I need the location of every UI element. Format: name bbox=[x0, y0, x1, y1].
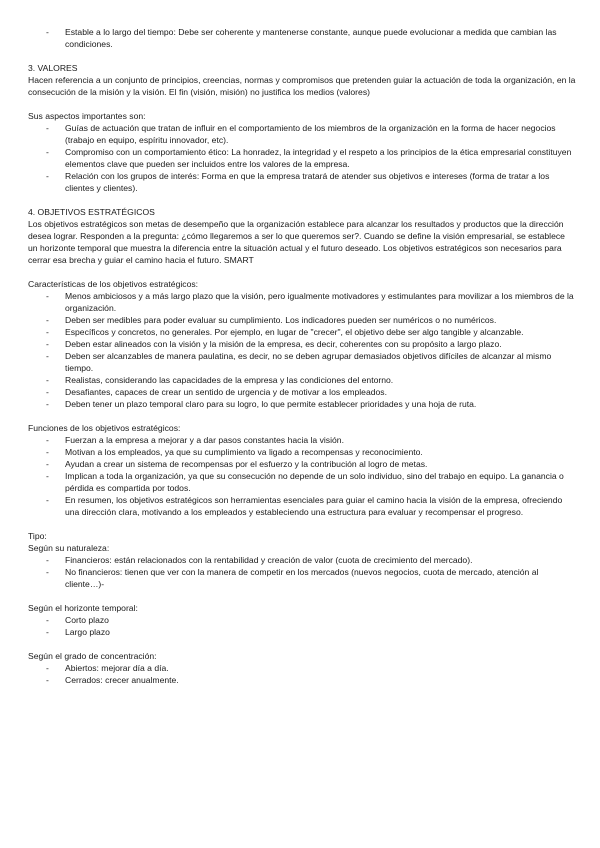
list-item-text: Menos ambiciosos y a más largo plazo que la visión, pero igualmente motivadores y estimulantes para movilizar a los miembros de la organización. bbox=[65, 291, 574, 313]
bullet-dash: - bbox=[46, 123, 49, 133]
list-item bbox=[28, 566, 576, 590]
list-item bbox=[28, 26, 576, 50]
list-item bbox=[28, 494, 576, 518]
list-item-text: Relación con los grupos de interés: Forma en que la empresa tratará de atender sus objetivos e intereses (forma de tratar a los clientes y clientes). bbox=[65, 171, 550, 193]
list-item-text: Cerrados: crecer anualmente. bbox=[65, 675, 179, 685]
list-item bbox=[28, 446, 576, 458]
caracteristicas-heading: Características de los objetivos estratégicos: bbox=[28, 279, 199, 289]
list-item-text: Deben estar alineados con la visión y la misión de la empresa, es decir, coherentes con su propósito a largo plazo. bbox=[65, 339, 502, 349]
list-item-text: En resumen, los objetivos estratégicos son herramientas esenciales para guiar el camino hacia la visión de la empresa, ofreciendo una dirección clara, motivando a los empleados y estableciendo una estructura para evaluar y recompensar el progreso. bbox=[65, 495, 563, 517]
objetivos-heading: 4. OBJETIVOS ESTRATÉGICOS bbox=[28, 207, 155, 217]
list-item-text: Fuerzan a la empresa a mejorar y a dar pasos constantes hacia la visión. bbox=[65, 435, 344, 445]
bullet-dash: - bbox=[46, 627, 49, 637]
bullet-dash: - bbox=[46, 339, 49, 349]
list-item bbox=[28, 662, 576, 674]
list-item bbox=[28, 626, 576, 638]
tipo-heading: Tipo: bbox=[28, 531, 47, 541]
list-item bbox=[28, 398, 576, 410]
list-item-text: Implican a toda la organización, ya que su consecución no depende de un solo individuo, sino del trabajo en equipo. La ganancia o pérdida es compartida por todos. bbox=[65, 471, 564, 493]
list-item-text: Deben tener un plazo temporal claro para su logro, lo que permite establecer prioridades y una hoja de ruta. bbox=[65, 399, 477, 409]
list-item-text: Abiertos: mejorar día a día. bbox=[65, 663, 169, 673]
list-item bbox=[28, 674, 576, 686]
list-item bbox=[28, 338, 576, 350]
valores-aspects-intro: Sus aspectos importantes son: bbox=[28, 111, 146, 121]
list-item-text: Corto plazo bbox=[65, 615, 109, 625]
list-item-text: Compromiso con un comportamiento ético: La honradez, la integridad y el respeto a los principios de la ética empresarial constituyen elementos clave que pueden ser incluidos entre los valores de la empresa. bbox=[65, 147, 572, 169]
bullet-dash: - bbox=[46, 327, 49, 337]
bullet-dash: - bbox=[46, 147, 49, 157]
bullet-dash: - bbox=[46, 663, 49, 673]
list-item bbox=[28, 458, 576, 470]
list-item bbox=[28, 470, 576, 494]
list-item bbox=[28, 554, 576, 566]
naturaleza-list bbox=[28, 554, 576, 590]
list-item-text: Ayudan a crear un sistema de recompensas por el esfuerzo y la contribución al logro de metas. bbox=[65, 459, 428, 469]
list-item-text: Realistas, considerando las capacidades de la empresa y las condiciones del entorno. bbox=[65, 375, 394, 385]
list-item bbox=[28, 122, 576, 146]
bullet-dash: - bbox=[46, 291, 49, 301]
caracteristicas-list bbox=[28, 290, 576, 410]
list-item-text: No financieros: tienen que ver con la manera de competir en los mercados (nuevos negocios, cuota de mercado, atención al cliente…)- bbox=[65, 567, 539, 589]
bullet-dash: - bbox=[46, 495, 49, 505]
naturaleza-heading: Según su naturaleza: bbox=[28, 543, 110, 553]
list-item-text: Específicos y concretos, no generales. Por ejemplo, en lugar de "crecer", el objetivo debe ser algo tangible y alcanzable. bbox=[65, 327, 524, 337]
list-item-text: Deben ser medibles para poder evaluar su cumplimiento. Los indicadores pueden ser numéricos o no numéricos. bbox=[65, 315, 497, 325]
list-item-text: Estable a lo largo del tiempo: Debe ser coherente y mantenerse constante, aunque puede evolucionar a medida que cambian las condiciones. bbox=[65, 27, 557, 49]
funciones-list bbox=[28, 434, 576, 518]
list-item-text: Guías de actuación que tratan de influir en el comportamiento de los miembros de la organización en la forma de hacer negocios (trabajo en equipo, espíritu innovador, etc). bbox=[65, 123, 556, 145]
bullet-dash: - bbox=[46, 27, 49, 37]
list-item bbox=[28, 374, 576, 386]
horizonte-heading: Según el horizonte temporal: bbox=[28, 603, 138, 613]
bullet-dash: - bbox=[46, 447, 49, 457]
list-item bbox=[28, 314, 576, 326]
funciones-heading: Funciones de los objetivos estratégicos: bbox=[28, 423, 181, 433]
valores-aspects-list bbox=[28, 122, 576, 194]
bullet-dash: - bbox=[46, 375, 49, 385]
list-item bbox=[28, 386, 576, 398]
list-item bbox=[28, 326, 576, 338]
bullet-dash: - bbox=[46, 315, 49, 325]
list-item-text: Motivan a los empleados, ya que su cumplimiento va ligado a recompensas y reconocimiento. bbox=[65, 447, 423, 457]
list-item-text: Deben ser alcanzables de manera paulatina, es decir, no se deben agrupar demasiados objetivos difíciles de alcanzar al mismo tiempo. bbox=[65, 351, 552, 373]
list-item-text: Financieros: están relacionados con la rentabilidad y creación de valor (cuota de crecimiento del mercado). bbox=[65, 555, 473, 565]
bullet-dash: - bbox=[46, 399, 49, 409]
list-item bbox=[28, 290, 576, 314]
horizonte-list bbox=[28, 614, 576, 638]
list-item bbox=[28, 146, 576, 170]
bullet-dash: - bbox=[46, 435, 49, 445]
bullet-dash: - bbox=[46, 387, 49, 397]
document-content bbox=[28, 26, 576, 686]
list-item bbox=[28, 170, 576, 194]
valores-heading: 3. VALORES bbox=[28, 63, 78, 73]
bullet-dash: - bbox=[46, 567, 49, 577]
list-item-text: Largo plazo bbox=[65, 627, 110, 637]
bullet-dash: - bbox=[46, 615, 49, 625]
list-item bbox=[28, 614, 576, 626]
list-item bbox=[28, 350, 576, 374]
concentracion-list bbox=[28, 662, 576, 686]
bullet-dash: - bbox=[46, 351, 49, 361]
bullet-dash: - bbox=[46, 675, 49, 685]
bullet-dash: - bbox=[46, 171, 49, 181]
list-item bbox=[28, 434, 576, 446]
valores-paragraph: Hacen referencia a un conjunto de principios, creencias, normas y compromisos que pretenden guiar la actuación de toda la organización, en la consecución de la misión y la visión. El fin (visión, misión) no justifica los medios (valores) bbox=[28, 75, 576, 97]
concentracion-heading: Según el grado de concentración: bbox=[28, 651, 157, 661]
objetivos-paragraph: Los objetivos estratégicos son metas de desempeño que la organización establece para alcanzar los resultados y productos que la dirección desea lograr. Responden a la pregunta: ¿cómo llegaremos a ser lo que queremos ser?. Cuando se define la visión empresarial, se establece un horizonte temporal que muestra la diferencia entre la situación actual y el futuro deseado. Los objetivos estratégicos son necesarios para cerrar esa brecha y guiar el camino hacia el futuro. SMART bbox=[28, 219, 565, 265]
bullet-dash: - bbox=[46, 459, 49, 469]
bullet-dash: - bbox=[46, 471, 49, 481]
list-item-text: Desafiantes, capaces de crear un sentido de urgencia y de motivar a los empleados. bbox=[65, 387, 387, 397]
intro-list bbox=[28, 26, 576, 50]
bullet-dash: - bbox=[46, 555, 49, 565]
